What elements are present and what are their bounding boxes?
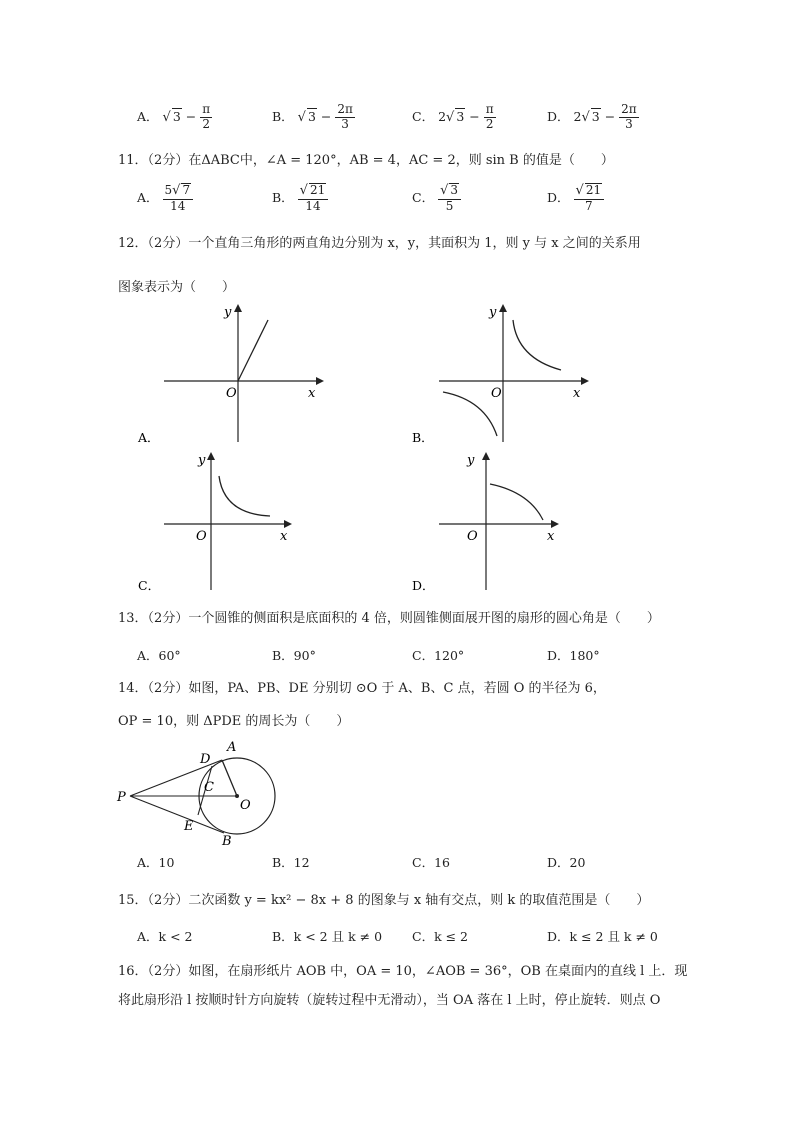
q11-option-d: D． $\frac{√ 21}{7}$ [547,183,604,214]
y-label: y [467,453,475,468]
x-axis-arrow [316,377,324,385]
q14-text-line1: 14．（2分）如图，PA、PB、DE 分别切 ⊙O 于 A、B、C 点，若圆 O 的半径为 6， [118,681,606,696]
q12-graph-d [405,448,605,598]
graph-d-label: D． [412,578,435,593]
q15-text: 15．（2分）二次函数 y = kx² − 8x + 8 的图象与 x 轴有交点，则 k 的取值范围是（ ） [118,893,650,908]
x-axis-arrow [284,520,292,528]
q14-option-b: B．12 [272,855,310,870]
q10-option-a: A． √ 3 − $\frac{\pi}{2}$ [137,102,211,131]
x-label: x [280,529,288,544]
q14-text-line2: OP = 10，则 ΔPDE 的周长为（ ） [118,714,350,729]
y-axis-arrow [234,304,242,312]
origin-label: O [467,529,478,544]
q14-option-c: C．16 [412,855,450,870]
y-label: y [198,453,206,468]
origin-label: O [196,529,207,544]
q14-option-a: A．10 [137,855,175,870]
origin-label: O [226,386,237,401]
q11-option-a: A． $\frac{5√ 7}{14}$ [137,183,193,214]
graph-a-label: A． [138,430,160,445]
x-label: x [547,529,555,544]
q10-option-d: D． 2√ 3 − $\frac{2\pi}{3}$ [547,102,637,131]
q15-option-d: D．k ≤ 2 且 k ≠ 0 [547,929,658,944]
q13-option-a: A．60° [137,648,181,663]
graph-b-label: B． [412,430,434,445]
label-b: B [222,834,232,849]
decreasing-curve [490,484,543,520]
hyperbola-first-quadrant [219,476,270,516]
q13-option-c: C．120° [412,648,465,663]
q12-text-line1: 12．（2分）一个直角三角形的两直角边分别为 x，y，其面积为 1，则 y 与 x 之间的关系用 [118,236,641,251]
hyperbola-lower-branch [443,392,497,436]
y-axis-arrow [499,304,507,312]
origin-label: O [491,386,502,401]
q10-option-b: B． √ 3 − $\frac{2\pi}{3}$ [272,102,353,131]
y-label: y [489,305,497,320]
linear-graph [238,320,268,381]
center-dot [235,794,239,798]
graph-c-label: C． [138,578,161,593]
label-e: E [184,819,194,834]
q14-option-d: D．20 [547,855,586,870]
q11-text: 11．（2分）在ΔABC中，∠A = 120°，AB = 4，AC = 2，则 sin B 的值是（ ） [118,153,614,168]
label-d: D [200,752,211,767]
q13-option-d: D．180° [547,648,600,663]
q15-option-c: C．k ≤ 2 [412,929,469,944]
radius-oa [222,760,237,796]
x-axis-arrow [581,377,589,385]
x-axis-arrow [551,520,559,528]
y-axis-arrow [207,452,215,460]
q10-option-c: C． 2√ 3 − $\frac{\pi}{2}$ [412,102,494,131]
y-label: y [224,305,232,320]
q15-option-a: A．k < 2 [137,929,193,944]
label-c: C [204,780,214,795]
label-o: O [240,798,251,813]
label-p: P [117,790,126,805]
q12-text-line2: 图象表示为（ ） [118,280,236,295]
q11-option-b: B． $\frac{√ 21}{14}$ [272,183,328,214]
x-label: x [308,386,316,401]
q12-graph-c [130,448,330,598]
q11-option-c: C． $\frac{√ 3}{5}$ [412,183,461,214]
q15-option-b: B．k < 2 且 k ≠ 0 [272,929,383,944]
tangent-pb [130,796,224,833]
q13-text: 13．（2分）一个圆锥的侧面积是底面积的 4 倍，则圆锥侧面展开图的扇形的圆心角是（ ） [118,611,660,626]
q16-text-line2: 将此扇形沿 l 按顺时针方向旋转（旋转过程中无滑动），当 OA 落在 l 上时，停止旋转．则点 O [118,993,661,1008]
q16-text-line1: 16．（2分）如图，在扇形纸片 AOB 中，OA = 10，∠AOB = 36°，OB 在桌面内的直线 l 上．现 [118,964,688,979]
hyperbola-upper-branch [513,320,561,370]
q12-graph-b [405,300,605,450]
label-a: A [227,740,237,755]
x-label: x [573,386,581,401]
y-axis-arrow [482,452,490,460]
q14-figure [112,735,292,850]
q13-option-b: B．90° [272,648,316,663]
q12-graph-a [130,300,330,450]
